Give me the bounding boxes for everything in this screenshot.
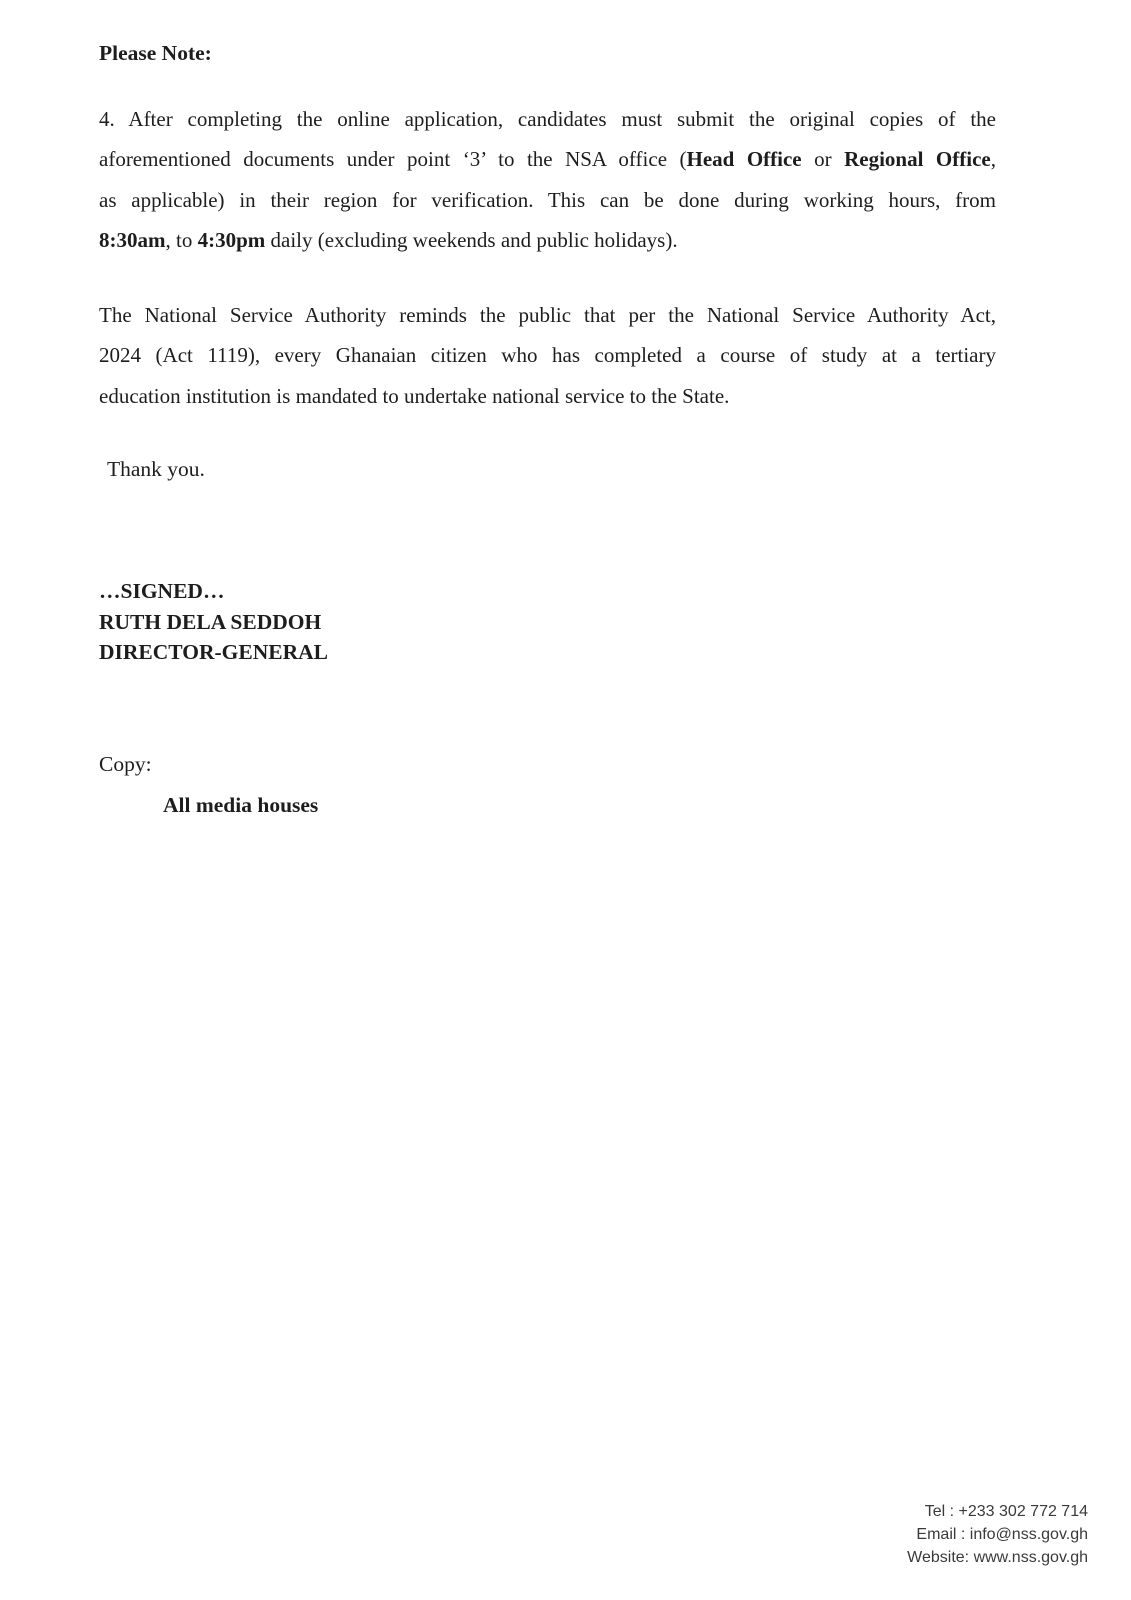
signatory-title: DIRECTOR-GENERAL (99, 640, 328, 664)
please-note-heading: Please Note: (99, 41, 212, 65)
signatory-name: RUTH DELA SEDDOH (99, 609, 322, 634)
paragraph-line: 8:30am, to 4:30pm daily (excluding weekends and public holidays). (99, 228, 678, 253)
paragraph-nsa-reminder (99, 295, 996, 416)
footer-telephone: Tel : +233 302 772 714 (924, 1503, 1088, 1520)
paragraph-line: The National Service Authority reminds the public that per the National Service Authority Act, (99, 303, 996, 327)
copy-recipient: All media houses (163, 793, 319, 817)
paragraph-application-submission (99, 99, 996, 261)
paragraph-line: 4. After completing the online application, candidates must submit the original copies of the (99, 107, 996, 131)
footer-website: Website: www.nss.gov.gh (907, 1549, 1088, 1566)
copy-label: Copy: (99, 752, 152, 776)
paragraph-line: aforementioned documents under point ‘3’ to the NSA office (Head Office or Regional Office, (99, 147, 996, 172)
signed-line: …SIGNED… (99, 579, 225, 603)
footer-email: Email : info@nss.gov.gh (916, 1526, 1088, 1543)
signature-block (99, 576, 328, 668)
thank-you-text: Thank you. (107, 457, 205, 481)
paragraph-line: education institution is mandated to undertake national service to the State. (99, 383, 730, 408)
paragraph-line: as applicable) in their region for verification. This can be done during working hours, from (99, 187, 996, 212)
page-footer (907, 1500, 1088, 1566)
paragraph-line: 2024 (Act 1119), every Ghanaian citizen who has completed a course of study at a tertiary (99, 343, 996, 368)
